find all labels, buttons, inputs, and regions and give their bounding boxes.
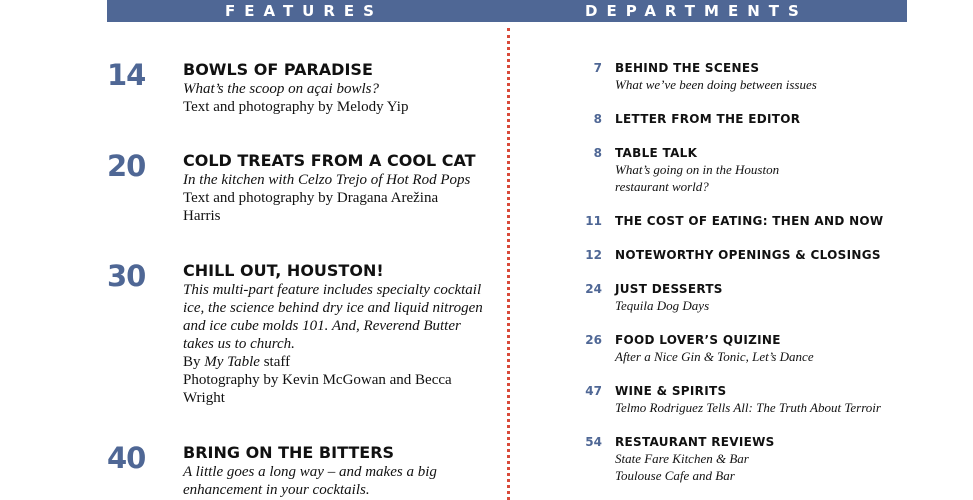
feature-byline <box>183 353 483 371</box>
department-title: WINE & SPIRITS <box>615 384 727 398</box>
department-page-number: 47 <box>585 384 602 398</box>
department-title: JUST DESSERTS <box>615 282 723 296</box>
department-page-number: 8 <box>593 146 602 160</box>
department-title: BEHIND THE SCENES <box>615 61 760 75</box>
column-divider <box>507 28 510 500</box>
department-page-number: 24 <box>585 282 602 296</box>
feature-description: A little goes a long way – and makes a big enhancement in your cocktails. <box>183 464 437 498</box>
feature-title: BOWLS OF PARADISE <box>183 60 373 79</box>
department-page-number: 11 <box>585 214 602 228</box>
department-description: After a Nice Gin & Tonic, Let’s Dance <box>615 349 814 364</box>
byline-prefix: By <box>183 354 205 370</box>
feature-page-number: 30 <box>107 259 146 293</box>
department-title: NOTEWORTHY OPENINGS & CLOSINGS <box>615 248 881 262</box>
feature-title: CHILL OUT, HOUSTON! <box>183 261 384 280</box>
feature-title: COLD TREATS FROM A COOL CAT <box>183 151 476 170</box>
department-title: TABLE TALK <box>615 146 698 160</box>
feature-description: What’s the scoop on açai bowls? <box>183 81 379 97</box>
feature-page-number: 20 <box>107 149 146 183</box>
department-title: THE COST OF EATING: THEN AND NOW <box>615 214 884 228</box>
department-page-number: 12 <box>585 248 602 262</box>
feature-description: This multi-part feature includes specialty cocktail ice, the science behind dry ice and liquid nitrogen and ice cube molds 101. And, Reverend Butter takes us to church. <box>183 282 483 352</box>
department-description: Telmo Rodriguez Tells All: The Truth About Terroir <box>615 400 881 415</box>
feature-description: In the kitchen with Celzo Trejo of Hot Rod Pops <box>183 172 471 188</box>
feature-credit: Text and photography by Melody Yip <box>183 99 409 115</box>
departments-heading: DEPARTMENTS <box>585 2 808 20</box>
department-description: Tequila Dog Days <box>615 298 710 313</box>
department-page-number: 54 <box>585 435 602 449</box>
feature-credit: Text and photography by Dragana Arežina Harris <box>183 190 439 224</box>
department-title: FOOD LOVER’S QUIZINE <box>615 333 781 347</box>
byline-publication: My Table <box>204 354 260 370</box>
department-description: Toulouse Cafe and Bar <box>615 468 735 483</box>
feature-title: BRING ON THE BITTERS <box>183 443 395 462</box>
feature-page-number: 14 <box>107 58 146 92</box>
feature-page-number: 40 <box>107 441 146 475</box>
department-description: What we’ve been doing between issues <box>615 77 817 92</box>
department-title: LETTER FROM THE EDITOR <box>615 112 801 126</box>
department-page-number: 7 <box>593 61 602 75</box>
features-heading: FEATURES <box>225 2 383 20</box>
feature-credit: Photography by Kevin McGowan and Becca Wright <box>183 372 452 406</box>
department-page-number: 8 <box>593 112 602 126</box>
department-description: State Fare Kitchen & Bar <box>615 451 749 466</box>
department-description: What’s going on in the Houston restaurant world? <box>615 162 780 194</box>
byline-suffix: staff <box>259 354 291 370</box>
department-page-number: 26 <box>585 333 602 347</box>
department-title: RESTAURANT REVIEWS <box>615 435 775 449</box>
